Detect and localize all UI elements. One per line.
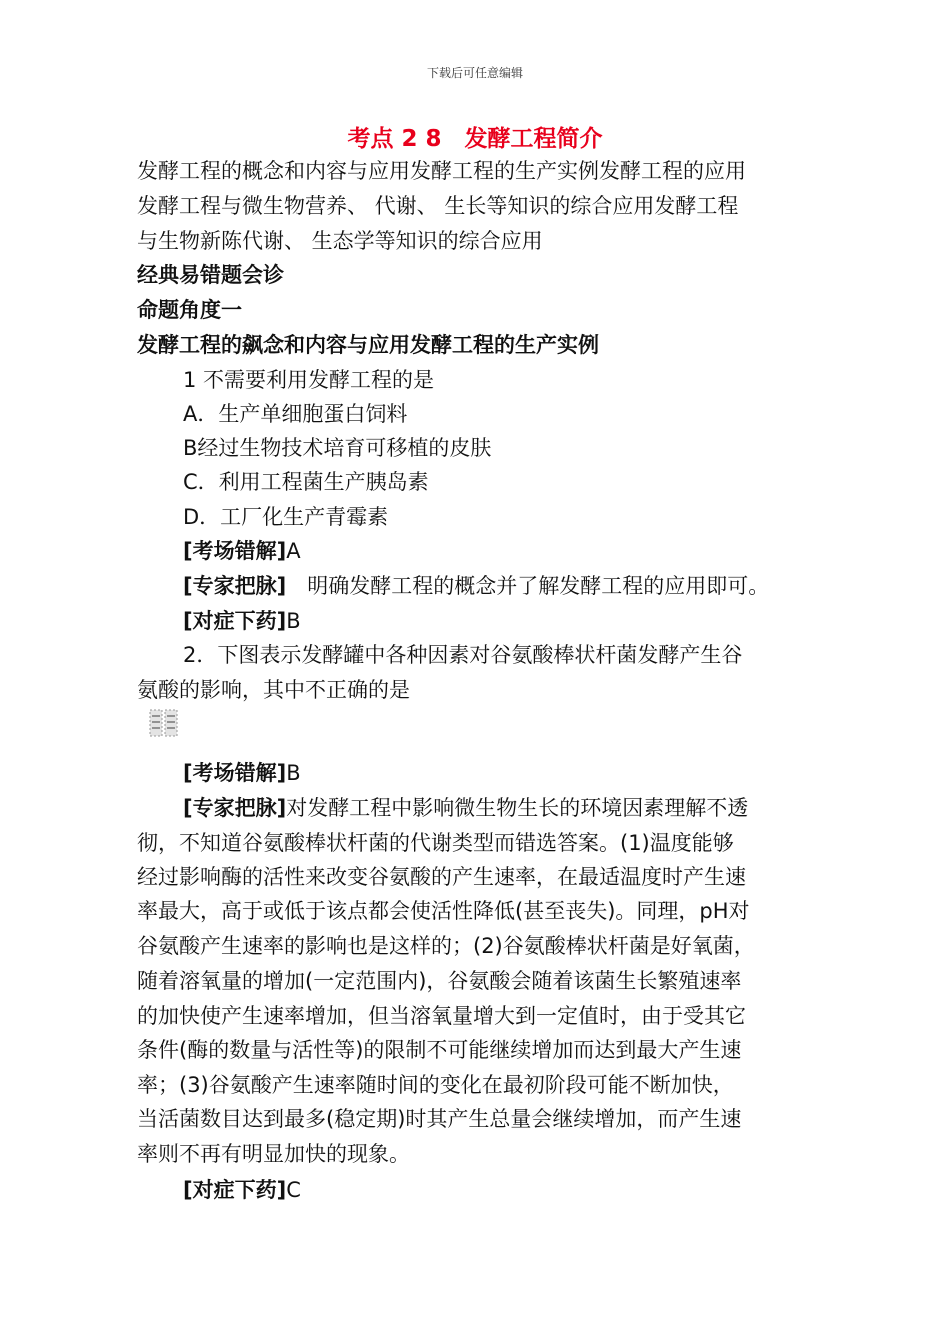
q2-expert-line: 谷氨酸产生速率的影响也是这样的；(2)谷氨酸棒状杆菌是好氧菌， <box>137 934 755 958</box>
broken-figure-image <box>148 708 182 738</box>
expert-label: [专家把脉] <box>183 796 287 820</box>
angle-subtitle: 发酵工程的飙念和内容与应用发酵工程的生产实例 <box>137 333 599 357</box>
q2-expert-line: 当活菌数目达到最多(稳定期)时其产生总量会继续增加，而产生速 <box>137 1107 742 1131</box>
q1-stem: 1 不需要利用发酵工程的是 <box>183 368 435 392</box>
q2-stem-line: 2．下图表示发酵罐中各种因素对谷氨酸棒状杆菌发酵产生谷 <box>183 643 743 667</box>
q2-expert-line: 率则不再有明显加快的现象。 <box>137 1142 410 1166</box>
correct-answer-label: [对症下药] <box>183 609 287 633</box>
q2-expert-line: 率最大，高于或低于该点都会使活性降低(甚至丧失)。同理，pH对 <box>137 899 750 923</box>
expert-label: [专家把脉] <box>183 574 287 598</box>
correct-answer-value: B <box>286 609 301 633</box>
q2-wrong-answer <box>183 756 301 790</box>
q1-option-b: B经过生物技术培育可移植的皮肤 <box>183 436 492 460</box>
correct-answer-label: [对症下药] <box>183 1178 287 1202</box>
q1-option-c: C．利用工程菌生产胰岛素 <box>183 470 429 494</box>
q2-expert-analysis <box>183 791 748 825</box>
q2-expert-line: 条件(酶的数量与活性等)的限制不可能继续增加而达到最大产生速 <box>137 1038 742 1062</box>
q1-expert-analysis <box>183 569 769 603</box>
wrong-answer-label: [考场错解] <box>183 761 287 785</box>
intro-line: 与生物新陈代谢、 生态学等知识的综合应用 <box>137 229 543 253</box>
q2-expert-line: 的加快使产生速率增加，但当溶氧量增大到一定值时，由于受其它 <box>137 1004 746 1028</box>
q1-option-a: A．生产单细胞蛋白饲料 <box>183 402 408 426</box>
q2-stem-line: 氨酸的影响，其中不正确的是 <box>137 678 410 702</box>
q1-wrong-answer <box>183 534 301 568</box>
q2-expert-line: 随着溶氧量的增加(一定范围内)，谷氨酸会随着该菌生长繁殖速率 <box>137 969 742 993</box>
q2-expert-line: 率；(3)谷氨酸产生速率随时间的变化在最初阶段可能不断加快， <box>137 1073 734 1097</box>
expert-text: 明确发酵工程的概念并了解发酵工程的应用即可。 <box>286 574 770 598</box>
expert-text: 对发酵工程中影响微生物生长的环境因素理解不透 <box>286 796 749 820</box>
intro-line: 发酵工程的概念和内容与应用发酵工程的生产实例发酵工程的应用 <box>137 159 746 183</box>
page-title: 考点 2 8 发酵工程简介 <box>347 126 603 152</box>
wrong-answer-value: A <box>286 539 301 563</box>
q2-expert-line: 彻，不知道谷氨酸棒状杆菌的代谢类型而错选答案。(1)温度能够 <box>137 831 734 855</box>
angle-title: 命题角度一 <box>137 298 242 322</box>
intro-line: 发酵工程与微生物营养、 代谢、 生长等知识的综合应用发酵工程 <box>137 194 739 218</box>
wrong-answer-value: B <box>286 761 301 785</box>
wrong-answer-label: [考场错解] <box>183 539 287 563</box>
q2-correct-answer <box>183 1173 301 1207</box>
q1-option-d: D．工厂化生产青霉素 <box>183 505 389 529</box>
q1-correct-answer <box>183 604 301 638</box>
page-header: 下载后可任意编辑 <box>426 66 523 80</box>
section-title: 经典易错题会诊 <box>137 263 284 287</box>
q2-expert-line: 经过影响酶的活性来改变谷氨酸的产生速率，在最适温度时产生速 <box>137 865 746 889</box>
correct-answer-value: C <box>286 1178 301 1202</box>
